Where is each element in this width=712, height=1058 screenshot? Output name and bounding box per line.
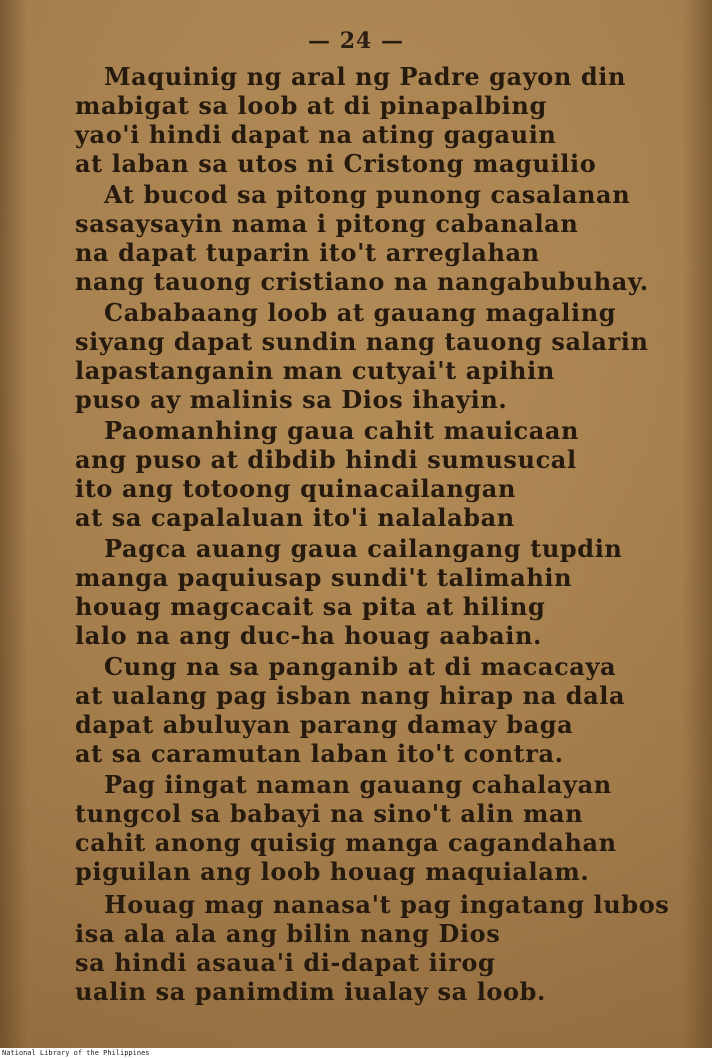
poem-line: tungcol sa babayi na sino't alin man — [75, 799, 584, 828]
poem-line: puso ay malinis sa Dios ihayin. — [75, 385, 508, 414]
poem-line: Pagca auang gaua cailangang tupdin — [104, 534, 623, 563]
poem-line: ualin sa panimdim iualay sa loob. — [75, 977, 546, 1006]
scan-credit-bar — [0, 1048, 712, 1058]
poem-line: Houag mag nanasa't pag ingatang lubos — [104, 890, 670, 919]
poem-line: houag magcacait sa pita at hiling — [75, 592, 546, 621]
poem-line: Pag iingat naman gauang cahalayan — [104, 770, 612, 799]
poem-line: At bucod sa pitong punong casalanan — [104, 180, 631, 209]
poem-line: isa ala ala ang bilin nang Dios — [75, 919, 501, 948]
poem-line: at sa capalaluan ito'i nalalaban — [75, 503, 515, 532]
poem-line: dapat abuluyan parang damay baga — [75, 710, 574, 739]
poem-line: at sa caramutan laban ito't contra. — [75, 739, 564, 768]
poem-line: Cung na sa panganib at di macacaya — [104, 652, 617, 681]
library-credit: National Library of the Philippines — [2, 1049, 150, 1057]
poem-line: at ualang pag isban nang hirap na dala — [75, 681, 626, 710]
poem-line: siyang dapat sundin nang tauong salarin — [75, 327, 649, 356]
poem-line: Paomanhing gaua cahit mauicaan — [104, 416, 580, 445]
page-number: — 24 — — [308, 28, 404, 54]
poem-line: nang tauong cristiano na nangabubuhay. — [75, 267, 649, 296]
poem-line: cahit anong quisig manga cagandahan — [75, 828, 617, 857]
poem-line: na dapat tuparin ito't arreglahan — [75, 238, 540, 267]
poem-line: sa hindi asaua'i di-dapat iirog — [75, 948, 496, 977]
poem-line: ito ang totoong quinacailangan — [75, 474, 517, 503]
poem-line: yao'i hindi dapat na ating gagauin — [75, 120, 557, 149]
poem-line: lapastanganin man cutyai't apihin — [75, 356, 555, 385]
poem-line: Maquinig ng aral ng Padre gayon din — [104, 62, 626, 91]
poem-line: lalo na ang duc-ha houag aabain. — [75, 621, 542, 650]
poem-line: ang puso at dibdib hindi sumusucal — [75, 445, 577, 474]
poem-line: at laban sa utos ni Cristong maguilio — [75, 149, 597, 178]
poem-line: sasaysayin nama i pitong cabanalan — [75, 209, 579, 238]
poem-line: mabigat sa loob at di pinapalbing — [75, 91, 547, 120]
poem-line: manga paquiusap sundi't talimahin — [75, 563, 573, 592]
poem-line: Cababaang loob at gauang magaling — [104, 298, 617, 327]
poem-line: piguilan ang loob houag maquialam. — [75, 857, 590, 886]
